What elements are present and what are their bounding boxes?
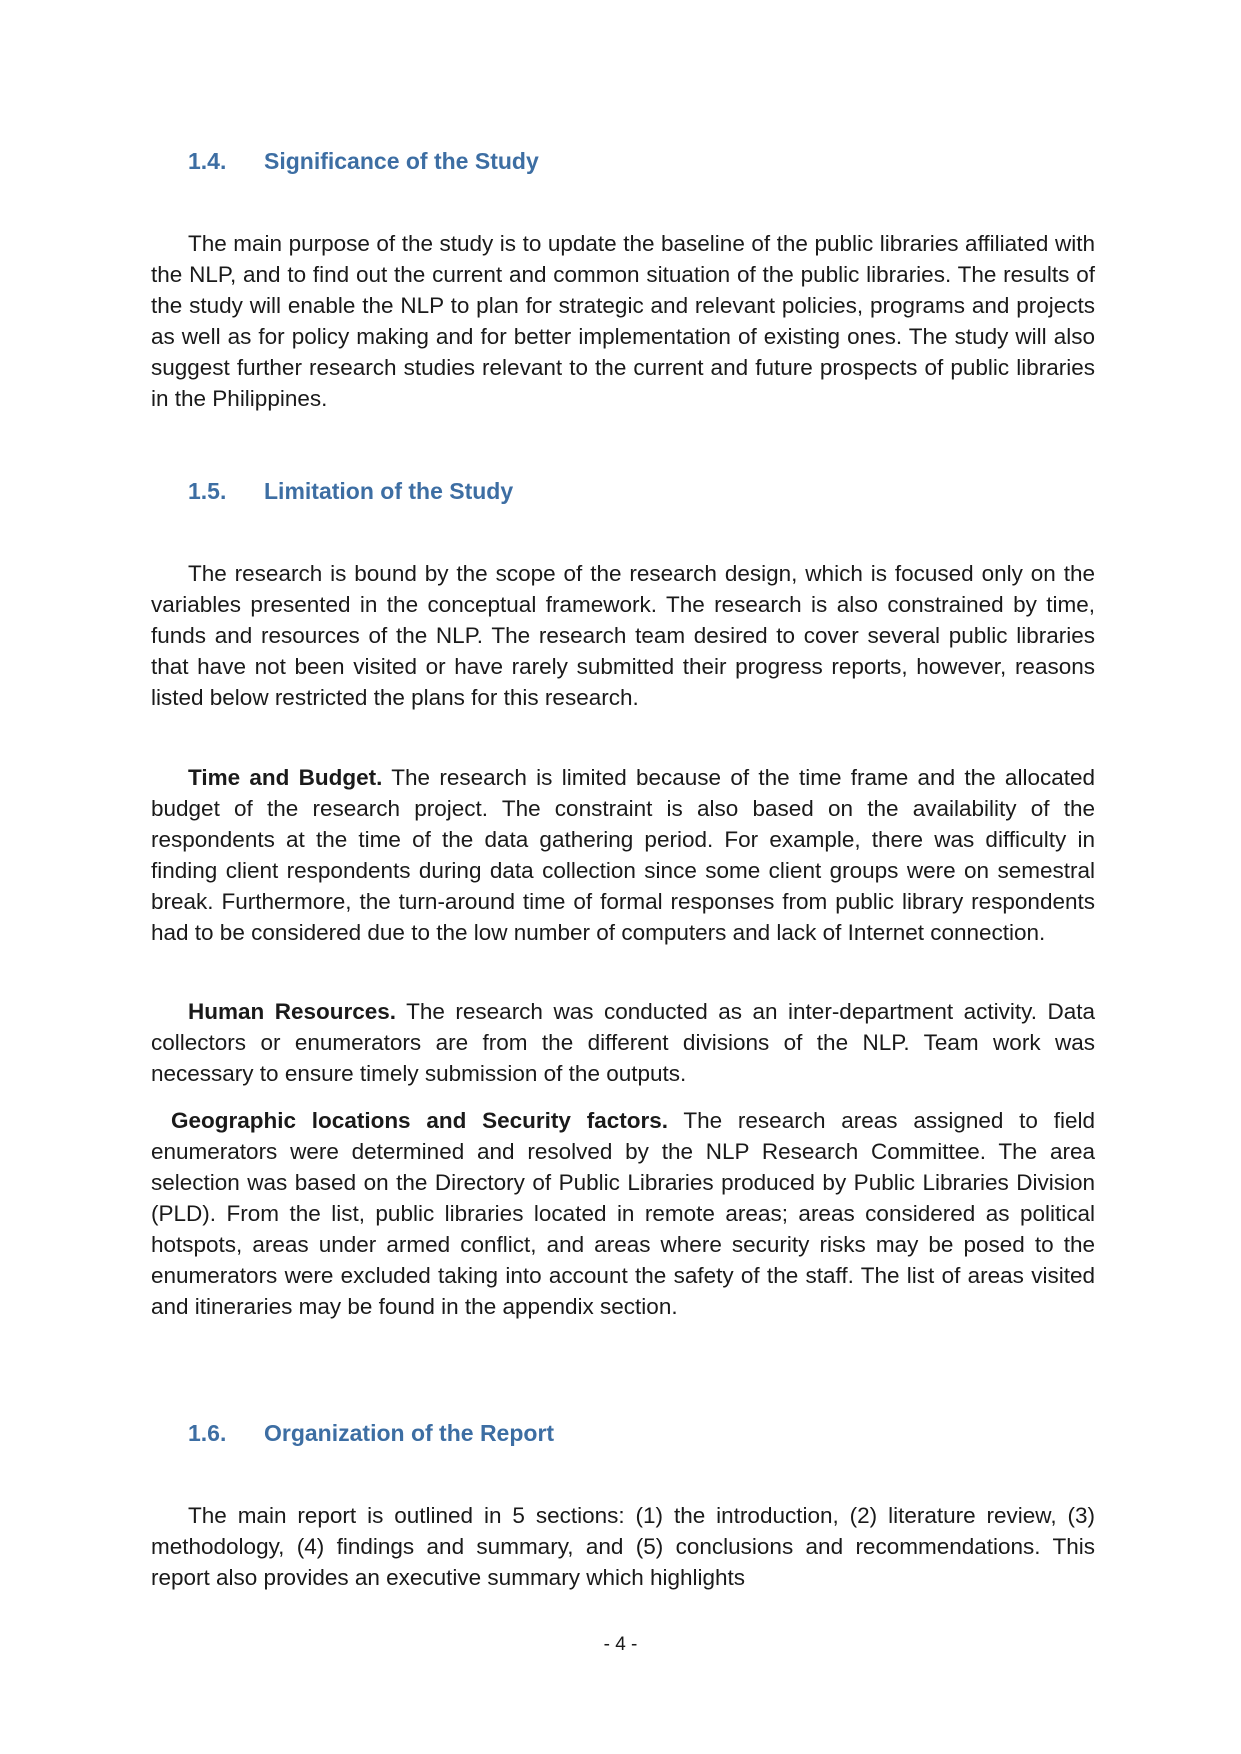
time-budget-body: The research is limited because of the time frame and the allocated budget of the research project. The constraint is also based on the availability of the respondents at the time of the data gathering period. For example, there was difficulty in finding client respondents during data collection since some client groups were on semestral break. Furthermore, the turn-around time of formal responses from public library respondents had to be considered due to the low number of computers and lack of Internet connection. <box>151 765 1095 945</box>
organization-paragraph: The main report is outlined in 5 sections: (1) the introduction, (2) literature review, (3) methodology, (4) findings and summary, and (5) conclusions and recommendations. This report also provides an executive summary which highlights <box>151 1503 1095 1590</box>
section-heading-1-6 <box>188 1420 554 1447</box>
significance-paragraph: The main purpose of the study is to update the baseline of the public libraries affiliated with the NLP, and to find out the current and common situation of the public libraries. The results of the study will enable the NLP to plan for strategic and relevant policies, programs and projects as well as for policy making and for better implementation of existing ones. The study will also suggest further research studies relevant to the current and future prospects of public libraries in the Philippines. <box>151 231 1095 411</box>
section-title: Organization of the Report <box>264 1420 555 1446</box>
page-number: - 4 - <box>603 1634 638 1655</box>
geographic-body: The research areas assigned to field enumerators were determined and resolved by the NLP Research Committee. The area selection was based on the Directory of Public Libraries produced by Public Libraries Division (PLD). From the list, public libraries located in remote areas; areas considered as political hotspots, areas under armed conflict, and areas where security risks may be posed to the enumerators were excluded taking into account the safety of the staff. The list of areas visited and itineraries may be found in the appendix section. <box>151 1108 1095 1319</box>
limitation-paragraph: The research is bound by the scope of the research design, which is focused only on the variables presented in the conceptual framework. The research is also constrained by time, funds and resources of the NLP. The research team desired to cover several public libraries that have not been visited or have rarely submitted their progress reports, however, reasons listed below restricted the plans for this research. <box>151 561 1095 710</box>
section-title: Limitation of the Study <box>264 478 514 504</box>
section-heading-1-5 <box>188 478 513 505</box>
section-number: 1.4. <box>188 148 227 174</box>
human-resources-body: The research was conducted as an inter-department activity. Data collectors or enumerators are from the different divisions of the NLP. Team work was necessary to ensure timely submission of the outputs. <box>151 999 1095 1086</box>
geographic-lead: Geographic locations and Security factors. <box>171 1108 668 1133</box>
section-heading-1-4 <box>188 148 539 175</box>
time-budget-paragraph <box>151 762 1095 948</box>
section-title: Significance of the Study <box>264 148 539 174</box>
geographic-paragraph <box>151 1105 1095 1322</box>
section-number: 1.5. <box>188 478 227 504</box>
human-resources-lead: Human Resources. <box>188 999 397 1024</box>
human-resources-paragraph <box>151 996 1095 1089</box>
section-number: 1.6. <box>188 1420 227 1446</box>
time-budget-lead: Time and Budget. <box>188 765 383 790</box>
